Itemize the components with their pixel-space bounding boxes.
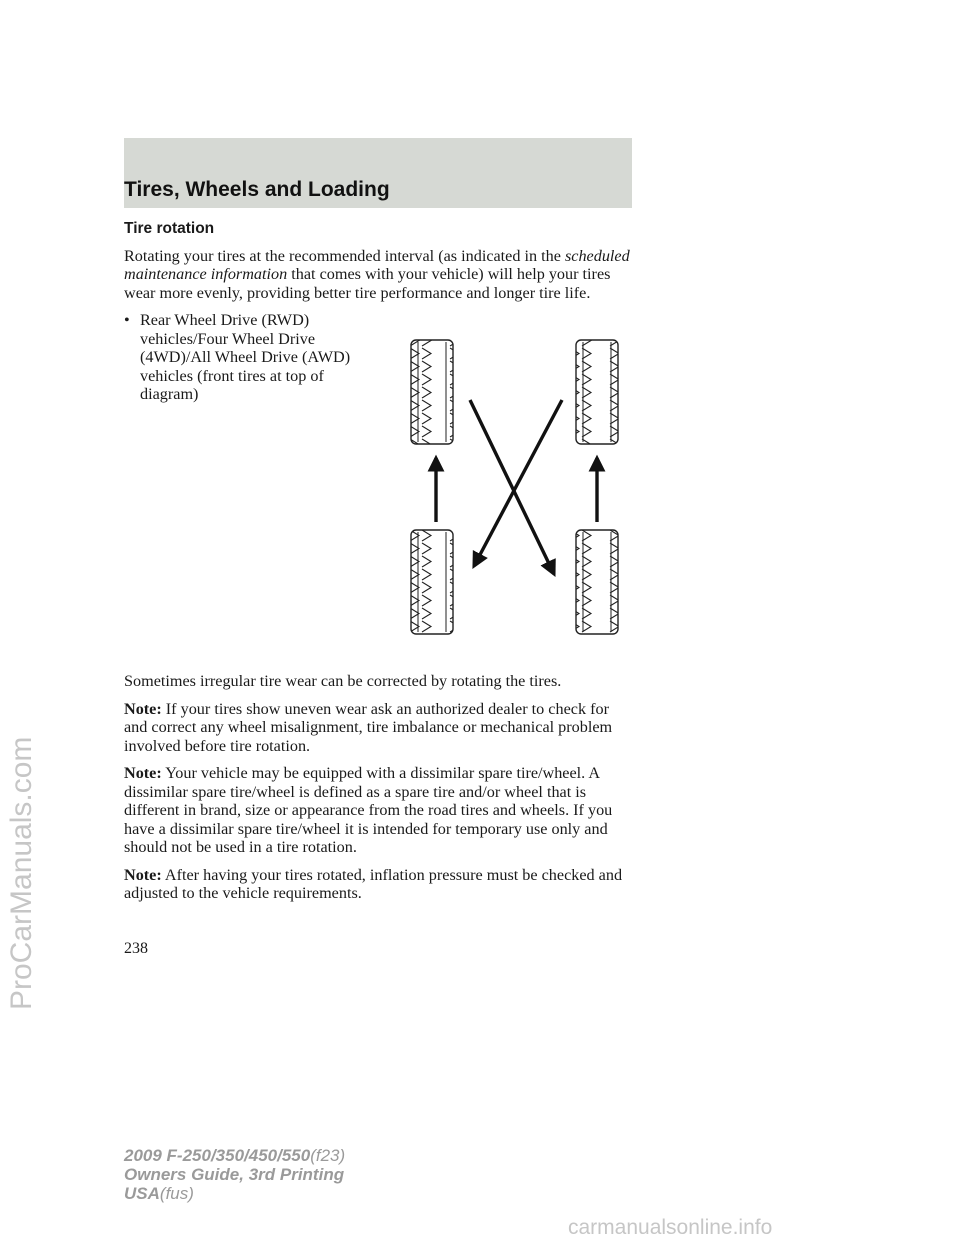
tire-front-right-icon [576, 340, 618, 444]
section-title: Tire rotation [124, 220, 215, 237]
tire-rotation-diagram [400, 334, 630, 644]
tire-rear-left-icon [411, 530, 453, 634]
page-title: Tires, Wheels and Loading [124, 178, 390, 201]
note-text: After having your tires rotated, inflation pressure must be checked and adjusted to the vehicle requirements. [124, 865, 623, 902]
footer-market: USA [124, 1184, 160, 1203]
footer-line-market [124, 1184, 345, 1203]
note-label: Note: [124, 764, 162, 782]
footer-guide: Owners Guide, 3rd Printing [124, 1165, 345, 1184]
note-label: Note: [124, 699, 162, 718]
tire-rear-right-icon [576, 530, 618, 634]
footer-line-guide [124, 1165, 345, 1184]
bullet-text: Rear Wheel Drive (RWD) vehicles/Four Wheel Drive (4WD)/All Wheel Drive (AWD) vehicles (front tires at top of diagram) [140, 311, 351, 403]
footer-model: 2009 F-250/350/450/550 [124, 1146, 311, 1165]
note-inflation [124, 866, 634, 903]
footer-line-model [124, 1146, 345, 1165]
note-text: Your vehicle may be equipped with a dissimilar spare tire/wheel. A dissimilar spare tire/wheel is defined as a spare tire and/or wheel that is different in brand, size or appearance from the road tires and wheels. If you have a dissimilar spare tire/wheel it is intended for temporary use only and should not be used in a tire rotation. [124, 764, 613, 856]
intro-text-start: Rotating your tires at the recommended interval (as indicated in the [124, 246, 561, 265]
footer-model-code: (f23) [310, 1146, 346, 1165]
note-text: If your tires show uneven wear ask an authorized dealer to check for and correct any wheel misalignment, tire imbalance or mechanical problem involved before tire rotation. [124, 699, 613, 755]
intro-paragraph [124, 247, 634, 303]
irregular-wear-paragraph: Sometimes irregular tire wear can be corrected by rotating the tires. [124, 672, 562, 690]
bullet-item-rwd [124, 311, 380, 404]
arrow-front-right-to-rear-left-icon [474, 400, 562, 566]
page-number: 238 [124, 940, 148, 957]
watermark-carmanualsonline: carmanualsonline.info [568, 1216, 773, 1239]
document-footer [124, 1146, 345, 1203]
maintenance-reference: scheduled maintenance information [124, 246, 630, 283]
notes-section [124, 672, 634, 912]
intro-text-end: that comes with your vehicle) will help your tires wear more evenly, providing better tire performance and longer tire life. [124, 265, 611, 302]
note-dissimilar-spare [124, 764, 634, 857]
footer-market-code: (fus) [159, 1184, 194, 1203]
bullet-icon: • [124, 311, 130, 329]
watermark-procarmanuals: ProCarManuals.com [5, 736, 38, 1010]
tire-front-left-icon [411, 340, 453, 444]
note-label: Note: [124, 865, 162, 884]
note-alignment [124, 700, 634, 756]
